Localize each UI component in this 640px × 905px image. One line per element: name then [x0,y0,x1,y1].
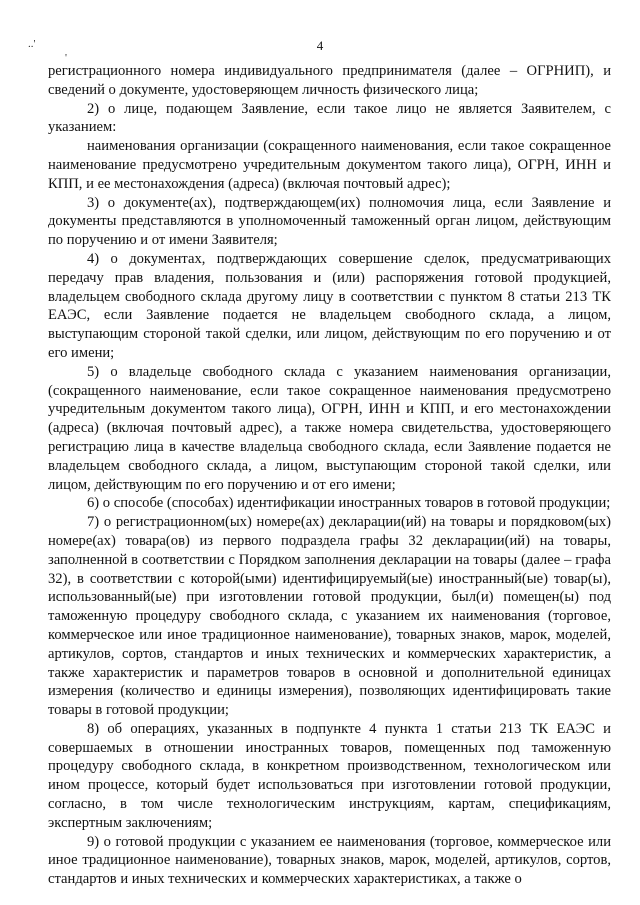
document-paragraph: 6) о способе (способах) идентификации иностранных товаров в готовой продукции; [87,495,611,512]
document-paragraph: регистрационного номера индивидуального предпринимателя (далее – ОГРНИП), и сведений о документе, удостоверяющем личность физического лица; [48,63,611,98]
document-paragraph: 2) о лице, подающем Заявление, если такое лицо не является Заявителем, с указанием: [48,100,611,136]
page-number: 4 [316,38,324,53]
document-body [48,62,611,889]
document-paragraph: наименования организации (сокращенного наименования, если такое сокращенное наименование предусмотрено учредительным документом такого лица), ОГРН, ИНН и КПП, и ее местонахождения (адреса) (включая почтовый адрес); [48,138,611,192]
document-paragraph: 8) об операциях, указанных в подпункте 4 пункта 1 статьи 213 ТК ЕАЭС и совершаемых в отношении иностранных товаров, помещенных под таможенную процедуру свободного склада, в конкретном производственном, технологическом или ином процессе, который будет использоваться при изготовлении готовой продукции, согласно, в том числе технологическим инструкциям, картам, спецификациям, экспертным заключениям; [48,720,611,831]
document-paragraph: 9) о готовой продукции с указанием ее наименования (торговое, коммерческое или иное традиционное наименование), товарных знаков, марок, моделей, артикулов, сортов, стандартов и иных технических и коммерческих характеристиках, а также о [48,833,611,888]
scan-mark: ..' [28,38,36,50]
scan-mark: ' [65,52,67,64]
document-paragraph: 5) о владельце свободного склада с указанием наименования организации, (сокращенного наименование, если такое сокращенное наименования предусмотрено учредительным документом такого лица), ОГРН, ИНН и КПП, и его местонахождении (адреса) (включая почтовый адрес), а также номера свидетельства, удостоверяющего регистрацию лица в качестве владельца свободного склада, если Заявление подается не владельцем свободного склада, а лицом, выступающим стороной такой сделки, или лицом, действующим по его поручению и от его имени; [48,363,611,493]
document-paragraph: 4) о документах, подтверждающих совершение сделок, предусматривающих передачу прав владения, пользования и (или) распоряжения готовой продукцией, владельцем свободного склада другому лицу в соответствии с пунктом 8 статьи 213 ТК ЕАЭС, если Заявление подается не владельцем свободного склада, а лицом, выступающим стороной такой сделки, или лицом, действующим по его поручению и от его имени; [48,250,611,361]
document-paragraph: 3) о документе(ах), подтверждающем(их) полномочия лица, если Заявление и документы представляются в уполномоченный таможенный орган лицом, действующим по поручению и от имени Заявителя; [48,194,611,249]
document-paragraph: 7) о регистрационном(ых) номере(ах) декларации(ий) на товары и порядковом(ых) номере(ах) товара(ов) из первого подраздела графы 32 декларации(ий) на товары, заполненной в соответствии с Порядком заполнения декларации на товары (далее – графа 32), в соответствии с которой(ыми) идентифицируемый(ые) иностранный(ые) товар(ы), использованный(ые) при изготовлении готовой продукции, был(и) помещен(ы) под таможенную процедуру свободного склада, с указанием их наименования (торговое, коммерческое или иное традиционное наименование), товарных знаков, марок, моделей, артикулов, сортов, стандартов и иных технических и коммерческих характеристик, а также характеристик и параметров товаров в основной и дополнительной единицах измерения (количество и единицы измерения), позволяющих идентифицировать такие товары в готовой продукции; [48,514,611,719]
